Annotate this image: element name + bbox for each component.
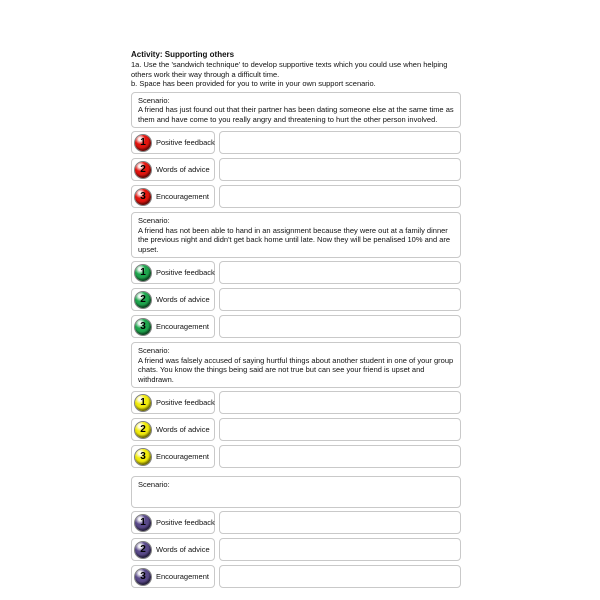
ball-number: 3 <box>140 321 146 332</box>
ball-number: 3 <box>140 571 146 582</box>
answer-input-box[interactable] <box>219 315 461 338</box>
row-encouragement <box>131 565 461 588</box>
ball-number: 1 <box>140 137 146 148</box>
ball-3-icon <box>135 569 151 585</box>
row-encouragement <box>131 445 461 468</box>
row-positive-feedback <box>131 511 461 534</box>
activity-title: Activity: Supporting others <box>131 50 235 59</box>
row-label: Encouragement <box>156 572 209 581</box>
sandwich-rows-3 <box>131 391 461 468</box>
row-label: Positive feedback <box>156 138 215 147</box>
answer-input-box[interactable] <box>219 391 461 414</box>
row-positive-feedback <box>131 261 461 284</box>
ball-number: 2 <box>140 424 146 435</box>
scenario-box-2 <box>131 212 461 258</box>
answer-input-box[interactable] <box>219 511 461 534</box>
ball-number: 1 <box>140 267 146 278</box>
scenario-label: Scenario: <box>138 346 170 355</box>
sandwich-rows-4 <box>131 511 461 588</box>
row-label-box <box>131 261 215 284</box>
row-label-box <box>131 185 215 208</box>
answer-input-box[interactable] <box>219 418 461 441</box>
scenario-text: A friend has just found out that their partner has been dating someone else at the same time as them and have come to you really angry and threatening to hurt the other person involved. <box>138 105 454 124</box>
row-label: Words of advice <box>156 425 210 434</box>
ball-number: 1 <box>140 397 146 408</box>
row-label-box <box>131 511 215 534</box>
answer-input-box[interactable] <box>219 185 461 208</box>
row-label-box <box>131 445 215 468</box>
scenario-box-1 <box>131 92 461 129</box>
ball-1-icon <box>135 265 151 281</box>
ball-number: 2 <box>140 164 146 175</box>
worksheet-page <box>131 50 461 592</box>
row-words-of-advice <box>131 418 461 441</box>
ball-3-icon <box>135 319 151 335</box>
ball-2-icon <box>135 422 151 438</box>
row-words-of-advice <box>131 158 461 181</box>
row-label: Encouragement <box>156 452 209 461</box>
ball-1-icon <box>135 135 151 151</box>
row-label: Encouragement <box>156 192 209 201</box>
ball-2-icon <box>135 162 151 178</box>
row-label-box <box>131 418 215 441</box>
row-label: Words of advice <box>156 165 210 174</box>
scenario-text: A friend has not been able to hand in an assignment because they were out at a family dinner the previous night and didn't get back home until late. Now they will be penalised 10% and are upset. <box>138 225 451 254</box>
ball-1-icon <box>135 515 151 531</box>
row-encouragement <box>131 315 461 338</box>
ball-3-icon <box>135 189 151 205</box>
sandwich-rows-1 <box>131 131 461 208</box>
scenario-label: Scenario: <box>138 480 170 489</box>
row-positive-feedback <box>131 131 461 154</box>
row-label: Words of advice <box>156 545 210 554</box>
answer-input-box[interactable] <box>219 538 461 561</box>
answer-input-box[interactable] <box>219 158 461 181</box>
ball-1-icon <box>135 395 151 411</box>
worksheet-header <box>131 50 461 89</box>
row-encouragement <box>131 185 461 208</box>
row-label: Positive feedback <box>156 518 215 527</box>
answer-input-box[interactable] <box>219 445 461 468</box>
row-label-box <box>131 131 215 154</box>
row-label-box <box>131 288 215 311</box>
row-label: Positive feedback <box>156 268 215 277</box>
answer-input-box[interactable] <box>219 565 461 588</box>
instruction-1a: 1a. Use the 'sandwich technique' to develop supportive texts which you could use when helping others work their way through a difficult time. <box>131 60 448 79</box>
answer-input-box[interactable] <box>219 131 461 154</box>
scenario-label: Scenario: <box>138 95 170 105</box>
row-label: Positive feedback <box>156 398 215 407</box>
row-label: Words of advice <box>156 295 210 304</box>
scenario-box-4-blank[interactable] <box>131 476 461 508</box>
ball-2-icon <box>135 542 151 558</box>
row-label-box <box>131 391 215 414</box>
instruction-b: b. Space has been provided for you to write in your own support scenario. <box>131 79 376 88</box>
row-positive-feedback <box>131 391 461 414</box>
ball-number: 2 <box>140 544 146 555</box>
ball-3-icon <box>135 449 151 465</box>
row-label: Encouragement <box>156 322 209 331</box>
row-words-of-advice <box>131 538 461 561</box>
row-label-box <box>131 158 215 181</box>
ball-number: 3 <box>140 451 146 462</box>
ball-number: 2 <box>140 294 146 305</box>
ball-number: 3 <box>140 191 146 202</box>
row-label-box <box>131 565 215 588</box>
row-words-of-advice <box>131 288 461 311</box>
ball-number: 1 <box>140 517 146 528</box>
ball-2-icon <box>135 292 151 308</box>
row-label-box <box>131 315 215 338</box>
answer-input-box[interactable] <box>219 261 461 284</box>
scenario-box-3 <box>131 342 461 388</box>
scenario-label: Scenario: <box>138 216 170 225</box>
sandwich-rows-2 <box>131 261 461 338</box>
row-label-box <box>131 538 215 561</box>
scenario-text: A friend was falsely accused of saying hurtful things about another student in one of your group chats. You know the things being said are not true but can see your friend is upset and withdrawn. <box>138 355 454 384</box>
answer-input-box[interactable] <box>219 288 461 311</box>
